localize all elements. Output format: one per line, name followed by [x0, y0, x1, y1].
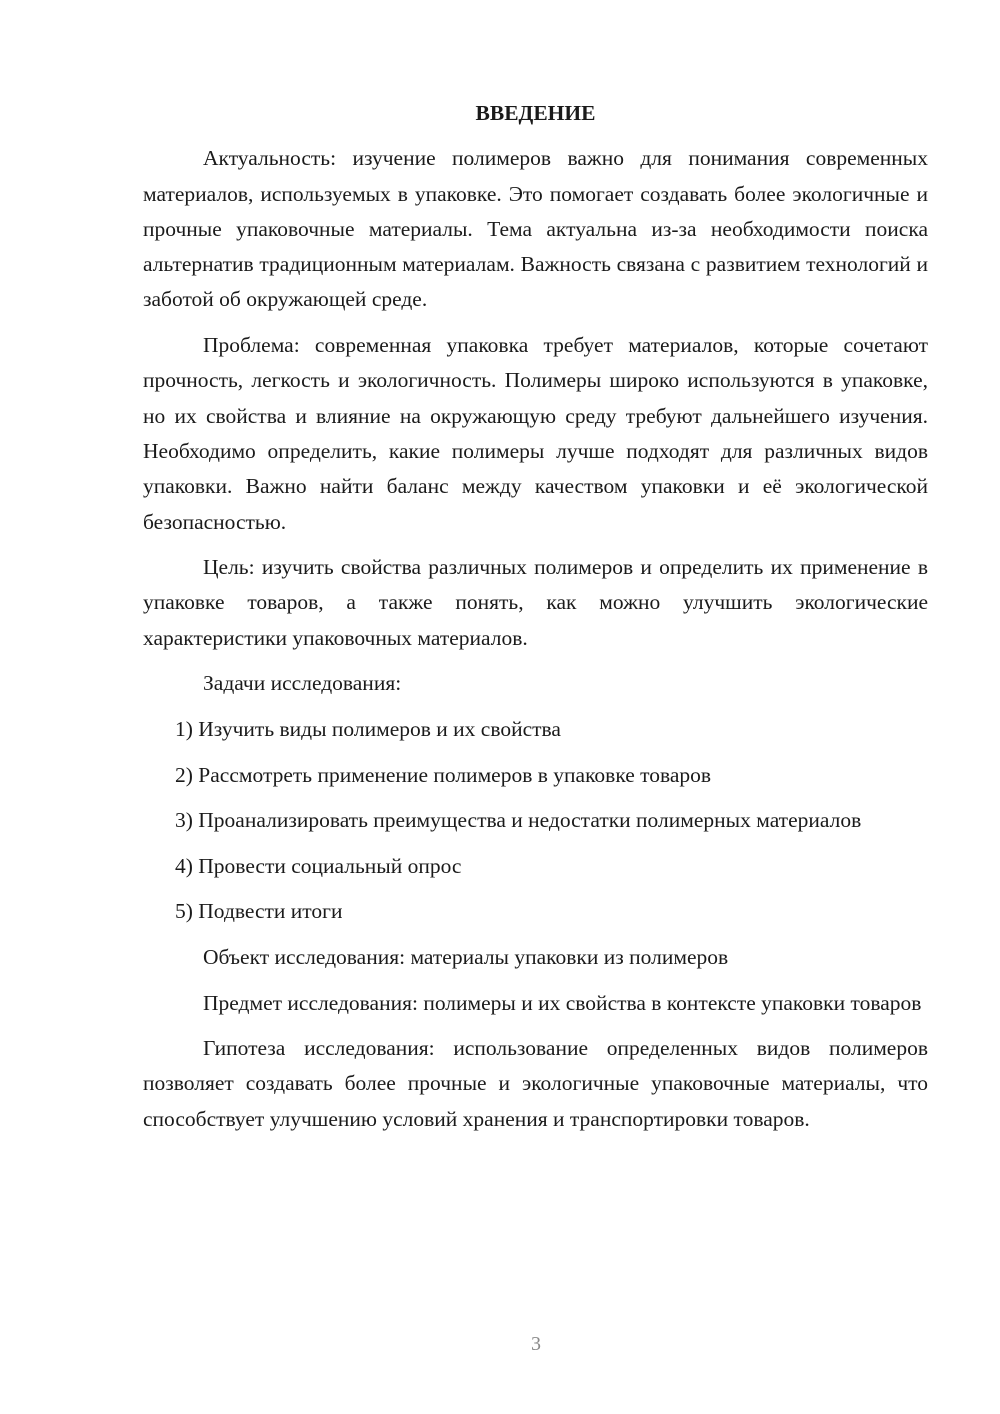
relevance-paragraph: Актуальность: изучение полимеров важно для понимания современных материалов, используемых в упаковке. Это помогает создавать более экологичные и прочные упаковочные материалы. Тема актуальна из-за необходимости поиска альтернатив традиционным материалам. Важность связана с развитием технологий и заботой об окружающей среде. [143, 146, 928, 312]
subject-paragraph: Предмет исследования: полимеры и их свойства в контексте упаковки товаров [203, 990, 922, 1015]
task-item-1: 1) Изучить виды полимеров и их свойства [175, 716, 561, 741]
object-paragraph: Объект исследования: материалы упаковки из полимеров [203, 944, 729, 969]
page-heading: ВВЕДЕНИЕ [475, 101, 596, 125]
hypothesis-paragraph: Гипотеза исследования: использование определенных видов полимеров позволяет создавать более прочные и экологичные упаковочные материалы, что способствует улучшению условий хранения и транспортировки товаров. [143, 1036, 928, 1131]
task-item-4: 4) Провести социальный опрос [175, 853, 462, 878]
page-number: 3 [531, 1333, 541, 1355]
page-content [143, 96, 928, 1147]
problem-paragraph: Проблема: современная упаковка требует материалов, которые сочетают прочность, легкость и экологичность. Полимеры широко используются в упаковке, но их свойства и влияние на окружающую среду требуют дальнейшего изучения. Необходимо определить, какие полимеры лучше подходят для различных видов упаковки. Важно найти баланс между качеством упаковки и её экологической безопасностью. [143, 333, 928, 534]
task-item-5: 5) Подвести итоги [175, 899, 343, 924]
tasks-title: Задачи исследования: [203, 671, 402, 696]
task-item-2: 2) Рассмотреть применение полимеров в упаковке товаров [175, 762, 712, 787]
task-item-3: 3) Проанализировать преимущества и недостатки полимерных материалов [175, 808, 862, 833]
goal-paragraph: Цель: изучить свойства различных полимеров и определить их применение в упаковке товаров, а также понять, как можно улучшить экологические характеристики упаковочных материалов. [143, 555, 928, 650]
